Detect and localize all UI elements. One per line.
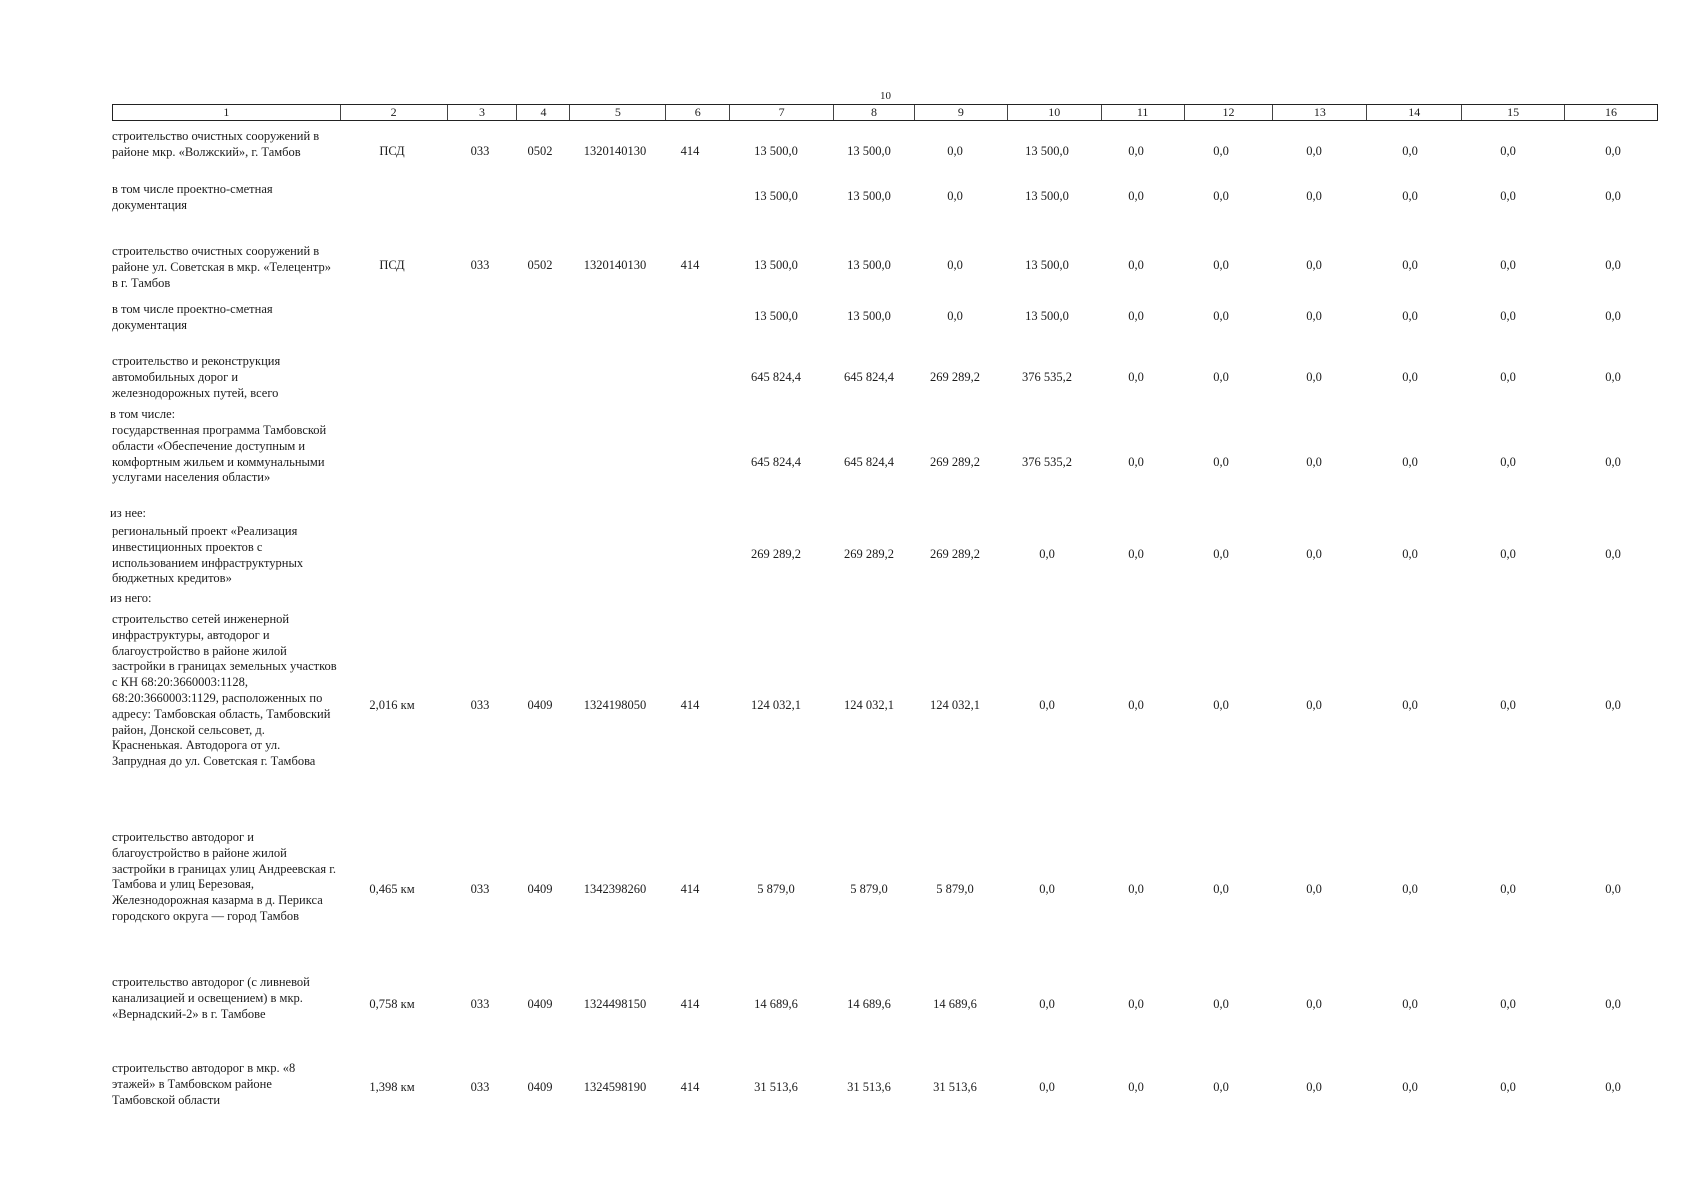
table-cell: 0409 <box>527 1080 553 1094</box>
table-cell: 0502 <box>527 144 553 158</box>
table-cell: 0,0 <box>1402 547 1418 561</box>
table-cell: 0,0 <box>1213 882 1229 896</box>
row-description: в том числе проектно-сметная документация <box>112 182 273 212</box>
table-header <box>112 104 1658 121</box>
table-cell: 645 824,4 <box>844 370 894 384</box>
table-cell: 0,0 <box>1500 144 1516 158</box>
table-cell: 0,0 <box>1306 144 1322 158</box>
table-cell: 31 513,6 <box>847 1080 891 1094</box>
header-col: 1 <box>113 105 341 120</box>
table-cell: 376 535,2 <box>1022 455 1072 469</box>
table-cell: 0,0 <box>1402 258 1418 272</box>
table-cell: 31 513,6 <box>754 1080 798 1094</box>
table-cell: 0,0 <box>1306 882 1322 896</box>
header-col: 8 <box>834 105 915 120</box>
header-col: 5 <box>570 105 666 120</box>
table-cell: 414 <box>680 698 700 712</box>
table-cell: 0,0 <box>1306 698 1322 712</box>
table-cell: 0,0 <box>1605 309 1621 323</box>
table-cell: 1324498150 <box>583 997 647 1011</box>
table-cell: 1,398 км <box>369 1080 415 1094</box>
table-cell: 13 500,0 <box>754 189 798 203</box>
table-cell: 0,0 <box>1500 309 1516 323</box>
table-cell: 14 689,6 <box>933 997 977 1011</box>
table-cell: 124 032,1 <box>930 698 980 712</box>
header-col: 9 <box>915 105 1008 120</box>
table-cell: 13 500,0 <box>847 144 891 158</box>
table-cell: 0,0 <box>1039 698 1055 712</box>
table-cell: 0,0 <box>1213 698 1229 712</box>
table-cell: 13 500,0 <box>1025 144 1069 158</box>
table-cell: 31 513,6 <box>933 1080 977 1094</box>
table-cell: 0,0 <box>1213 997 1229 1011</box>
header-col: 14 <box>1367 105 1462 120</box>
table-cell: 269 289,2 <box>930 547 980 561</box>
table-cell: 0,0 <box>1402 144 1418 158</box>
table-cell: 0,0 <box>1039 997 1055 1011</box>
table-cell: ПСД <box>379 258 405 272</box>
table-cell: 0,0 <box>1213 309 1229 323</box>
table-cell: 0,0 <box>1500 258 1516 272</box>
table-cell: 0,0 <box>1306 547 1322 561</box>
table-cell: 0,0 <box>1306 455 1322 469</box>
row-description: государственная программа Тамбовской области «Обеспечение доступным и комфортным жильем и коммунальными услугами населения области» <box>112 423 327 485</box>
table-cell: 0,0 <box>1500 997 1516 1011</box>
table-cell: 0,0 <box>1039 1080 1055 1094</box>
table-cell: 0,0 <box>1306 309 1322 323</box>
row-description: строительство сетей инженерной инфраструктуры, автодорог и благоустройство в районе жилой застройки в границах земельных участков с КН 68:20:3660003:1128, 68:20:3660003:1129, расположенных по адресу: Тамбовская область, Тамбовский район, Донской сельсовет, д. Красненькая. Автодорога от ул. Запрудная до ул. Советская г. Тамбова <box>112 612 337 769</box>
row-description: строительство автодорог (с ливневой канализацией и освещением) в мкр. «Вернадский-2» в г. Тамбове <box>112 975 310 1021</box>
table-cell: 033 <box>470 1080 490 1094</box>
table-cell: 033 <box>470 882 490 896</box>
table-cell: 13 500,0 <box>1025 309 1069 323</box>
table-cell: 414 <box>680 1080 700 1094</box>
table-cell: 0,0 <box>1500 547 1516 561</box>
table-cell: 0,0 <box>1128 144 1144 158</box>
table-cell: 0,0 <box>1039 882 1055 896</box>
header-col: 15 <box>1462 105 1565 120</box>
table-cell: 0,0 <box>1128 309 1144 323</box>
table-cell: 0,0 <box>1605 547 1621 561</box>
table-cell: 0,0 <box>1605 455 1621 469</box>
table-cell: 0,0 <box>947 309 963 323</box>
table-cell: 0,0 <box>1402 370 1418 384</box>
table-cell: 0,0 <box>1402 1080 1418 1094</box>
table-cell: 033 <box>470 997 490 1011</box>
table-cell: 414 <box>680 882 700 896</box>
table-cell: 0,0 <box>1605 189 1621 203</box>
table-cell: 414 <box>680 144 700 158</box>
table-cell: 0,0 <box>947 258 963 272</box>
header-col: 13 <box>1273 105 1367 120</box>
table-cell: 0,0 <box>1213 1080 1229 1094</box>
page-number: 10 <box>880 90 891 102</box>
table-cell: 0,0 <box>1213 189 1229 203</box>
table-cell: 0,0 <box>1128 547 1144 561</box>
table-cell: 0409 <box>527 882 553 896</box>
header-col: 10 <box>1008 105 1102 120</box>
header-col: 7 <box>730 105 834 120</box>
table-cell: 1324198050 <box>583 698 647 712</box>
header-col: 3 <box>448 105 518 120</box>
table-cell: 645 824,4 <box>751 370 801 384</box>
table-cell: 033 <box>470 258 490 272</box>
table-cell: 0,0 <box>1402 882 1418 896</box>
subheading: из него: <box>110 591 152 605</box>
table-cell: 13 500,0 <box>847 309 891 323</box>
table-cell: 0,0 <box>1128 882 1144 896</box>
table-cell: 2,016 км <box>369 698 415 712</box>
table-cell: 0,0 <box>1128 258 1144 272</box>
table-cell: 0,0 <box>1402 309 1418 323</box>
row-description: в том числе проектно-сметная документация <box>112 302 273 332</box>
table-cell: 414 <box>680 997 700 1011</box>
table-cell: 0502 <box>527 258 553 272</box>
row-description: строительство автодорог в мкр. «8 этажей» в Тамбовском районе Тамбовской области <box>112 1061 296 1107</box>
table-cell: 0,0 <box>1128 189 1144 203</box>
subheading: из нее: <box>110 506 147 520</box>
table-cell: 0,0 <box>1128 698 1144 712</box>
table-cell: 0,0 <box>1605 997 1621 1011</box>
table-cell: 0,0 <box>1605 144 1621 158</box>
table-cell: 0,0 <box>1500 698 1516 712</box>
table-cell: 0,0 <box>1306 189 1322 203</box>
table-cell: 0,0 <box>1306 370 1322 384</box>
row-description: строительство автодорог и благоустройство в районе жилой застройки в границах улиц Андреевская г. Тамбова и улиц Березовая, Железнодорожная казарма в д. Перикса городского округа — город Тамбов <box>112 830 337 923</box>
table-cell: 13 500,0 <box>754 258 798 272</box>
table-cell: 1320140130 <box>583 144 647 158</box>
table-cell: 0,0 <box>947 189 963 203</box>
header-col: 2 <box>341 105 448 120</box>
table-cell: 0,0 <box>1500 882 1516 896</box>
table-cell: 0,0 <box>1605 882 1621 896</box>
table-cell: 033 <box>470 698 490 712</box>
table-cell: 0,0 <box>1500 189 1516 203</box>
header-col: 6 <box>666 105 730 120</box>
table-cell: 645 824,4 <box>844 455 894 469</box>
table-cell: 0,0 <box>1128 997 1144 1011</box>
table-cell: 0,0 <box>1500 370 1516 384</box>
table-cell: 269 289,2 <box>844 547 894 561</box>
table-cell: 14 689,6 <box>847 997 891 1011</box>
table-cell: 0,0 <box>1039 547 1055 561</box>
table-cell: 0,0 <box>1213 370 1229 384</box>
table-cell: 13 500,0 <box>754 309 798 323</box>
table-cell: 0,0 <box>1213 547 1229 561</box>
table-cell: 269 289,2 <box>930 370 980 384</box>
table-cell: 414 <box>680 258 700 272</box>
table-cell: 269 289,2 <box>751 547 801 561</box>
table-cell: 14 689,6 <box>754 997 798 1011</box>
table-cell: 13 500,0 <box>847 258 891 272</box>
table-cell: 645 824,4 <box>751 455 801 469</box>
subheading: в том числе: <box>110 407 176 421</box>
table-cell: 0,0 <box>1306 997 1322 1011</box>
table-cell: 0,0 <box>1128 1080 1144 1094</box>
header-col: 4 <box>517 105 570 120</box>
table-cell: 0,0 <box>1213 455 1229 469</box>
row-description: строительство очистных сооружений в районе мкр. «Волжский», г. Тамбов <box>112 129 320 159</box>
table-cell: 0,0 <box>1500 1080 1516 1094</box>
row-description: строительство и реконструкция автомобильных дорог и железнодорожных путей, всего <box>112 354 281 400</box>
table-cell: 033 <box>470 144 490 158</box>
table-cell: 5 879,0 <box>757 882 795 896</box>
table-cell: 0,0 <box>1213 144 1229 158</box>
table-cell: 5 879,0 <box>850 882 888 896</box>
table-cell: 0,0 <box>1605 258 1621 272</box>
header-col: 12 <box>1185 105 1274 120</box>
table-cell: 1342398260 <box>583 882 647 896</box>
table-cell: 13 500,0 <box>1025 258 1069 272</box>
table-cell: 13 500,0 <box>847 189 891 203</box>
table-cell: 1324598190 <box>583 1080 647 1094</box>
table-cell: 0409 <box>527 997 553 1011</box>
header-col: 16 <box>1605 105 1618 119</box>
table-cell: 0,0 <box>1306 1080 1322 1094</box>
table-cell: 0,465 км <box>369 882 415 896</box>
table-cell: 13 500,0 <box>754 144 798 158</box>
row-description: региональный проект «Реализация инвестиционных проектов с использованием инфраструктурных бюджетных кредитов» <box>112 524 304 586</box>
table-cell: 0,0 <box>1128 455 1144 469</box>
table-cell: 0,0 <box>947 144 963 158</box>
table-cell: 0,0 <box>1402 455 1418 469</box>
table-cell: 0409 <box>527 698 553 712</box>
table-cell: 0,0 <box>1500 455 1516 469</box>
table-cell: 0,0 <box>1402 698 1418 712</box>
header-col: 11 <box>1102 105 1185 120</box>
table-cell: 0,0 <box>1402 997 1418 1011</box>
table-cell: 124 032,1 <box>751 698 801 712</box>
table-cell: 376 535,2 <box>1022 370 1072 384</box>
table-cell: 269 289,2 <box>930 455 980 469</box>
table-cell: 0,758 км <box>369 997 415 1011</box>
table-cell: 124 032,1 <box>844 698 894 712</box>
table-cell: 0,0 <box>1306 258 1322 272</box>
table-cell: 13 500,0 <box>1025 189 1069 203</box>
table-cell: 0,0 <box>1605 1080 1621 1094</box>
table-cell: ПСД <box>379 144 405 158</box>
table-cell: 0,0 <box>1213 258 1229 272</box>
table-cell: 0,0 <box>1128 370 1144 384</box>
table-cell: 5 879,0 <box>936 882 974 896</box>
row-description: строительство очистных сооружений в районе ул. Советская в мкр. «Телецентр» в г. Тамбов <box>112 244 332 290</box>
table-cell: 0,0 <box>1605 370 1621 384</box>
table-cell: 0,0 <box>1402 189 1418 203</box>
table-cell: 0,0 <box>1605 698 1621 712</box>
table-cell: 1320140130 <box>583 258 647 272</box>
